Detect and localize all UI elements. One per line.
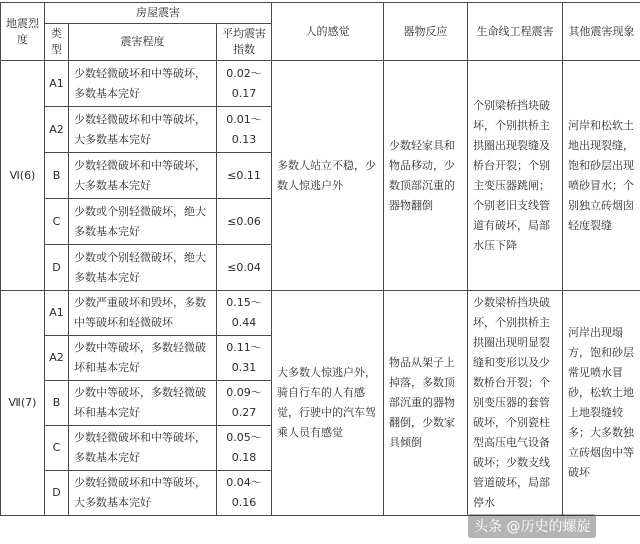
index-cell: 0.11～0.31 <box>217 336 272 381</box>
type-cell: B <box>45 381 69 426</box>
degree-cell: 少数轻微破坏和中等破坏，大多数基本完好 <box>69 107 217 153</box>
index-cell: ≤0.04 <box>217 245 272 291</box>
index-cell: 0.09～0.27 <box>217 381 272 426</box>
index-cell: 0.15～0.44 <box>217 291 272 336</box>
header-degree: 震害程度 <box>69 24 217 61</box>
table-row <box>1 61 640 107</box>
degree-cell: 少数中等破坏，多数轻微破坏和基本完好 <box>69 336 217 381</box>
index-cell: 0.02～0.17 <box>217 61 272 107</box>
header-lifeline: 生命线工程震害 <box>468 3 563 61</box>
degree-cell: 少数轻微破坏和中等破坏，大多数基本完好 <box>69 471 217 516</box>
watermark: 头条 @历史的螺旋 <box>468 514 596 538</box>
feeling-cell: 大多数人惊逃户外，骑自行车的人有感觉，行驶中的汽车驾乘人员有感觉 <box>272 291 384 516</box>
type-cell: C <box>45 426 69 471</box>
header-row-top <box>1 3 640 24</box>
type-cell: A1 <box>45 61 69 107</box>
header-other: 其他震害现象 <box>563 3 640 61</box>
degree-cell: 少数或个别轻微破坏，绝大多数基本完好 <box>69 199 217 245</box>
header-type: 类型 <box>45 24 69 61</box>
intensity-cell: Ⅵ(6) <box>1 61 45 291</box>
index-cell: ≤0.11 <box>217 153 272 199</box>
degree-cell: 少数中等破坏，多数轻微破坏和基本完好 <box>69 381 217 426</box>
type-cell: C <box>45 199 69 245</box>
index-cell: 0.04～0.16 <box>217 471 272 516</box>
index-cell: ≤0.06 <box>217 199 272 245</box>
table-row <box>1 291 640 336</box>
feeling-cell: 多数人站立不稳，少数人惊逃户外 <box>272 61 384 291</box>
type-cell: D <box>45 245 69 291</box>
index-cell: 0.05～0.18 <box>217 426 272 471</box>
intensity-scale-table <box>0 2 640 516</box>
other-cell: 河岸和松软土地出现裂缝，饱和砂层出现喷砂冒水；个别独立砖烟囱轻度裂缝 <box>563 61 640 291</box>
objects-cell: 物品从架子上掉落，多数顶部沉重的器物翻倒，少数家具倾倒 <box>384 291 468 516</box>
header-damage-group: 房屋震害 <box>45 3 272 24</box>
degree-cell: 少数严重破坏和毁坏，多数中等破坏和轻微破坏 <box>69 291 217 336</box>
header-index: 平均震害指数 <box>217 24 272 61</box>
header-objects: 器物反应 <box>384 3 468 61</box>
degree-cell: 少数轻微破坏和中等破坏，大多数基本完好 <box>69 153 217 199</box>
header-feeling: 人的感觉 <box>272 3 384 61</box>
lifeline-cell: 个别梁桥挡块破坏，个别拱桥主拱圈出现裂缝及桥台开裂；个别主变压器跳闸；个别老旧支线管道有破坏，局部水压下降 <box>468 61 563 291</box>
degree-cell: 少数轻微破坏和中等破坏，多数基本完好 <box>69 426 217 471</box>
type-cell: D <box>45 471 69 516</box>
type-cell: B <box>45 153 69 199</box>
objects-cell: 少数轻家具和物品移动，少数顶部沉重的器物翻倒 <box>384 61 468 291</box>
degree-cell: 少数或个别轻微破坏，绝大多数基本完好 <box>69 245 217 291</box>
header-intensity: 地震烈度 <box>1 3 45 61</box>
other-cell: 河岸出现塌方，饱和砂层常见喷水冒砂，松软土地上地裂缝较多；大多数独立砖烟囱中等破坏 <box>563 291 640 516</box>
degree-cell: 少数轻微破坏和中等破坏，多数基本完好 <box>69 61 217 107</box>
type-cell: A2 <box>45 336 69 381</box>
type-cell: A1 <box>45 291 69 336</box>
type-cell: A2 <box>45 107 69 153</box>
intensity-cell: Ⅶ(7) <box>1 291 45 516</box>
lifeline-cell: 少数梁桥挡块破坏，个别拱桥主拱圈出现明显裂缝和变形以及少数桥台开裂；个别变压器的套管破坏，个别瓷柱型高压电气设备破坏；少数支线管道破坏，局部停水 <box>468 291 563 516</box>
index-cell: 0.01～0.13 <box>217 107 272 153</box>
